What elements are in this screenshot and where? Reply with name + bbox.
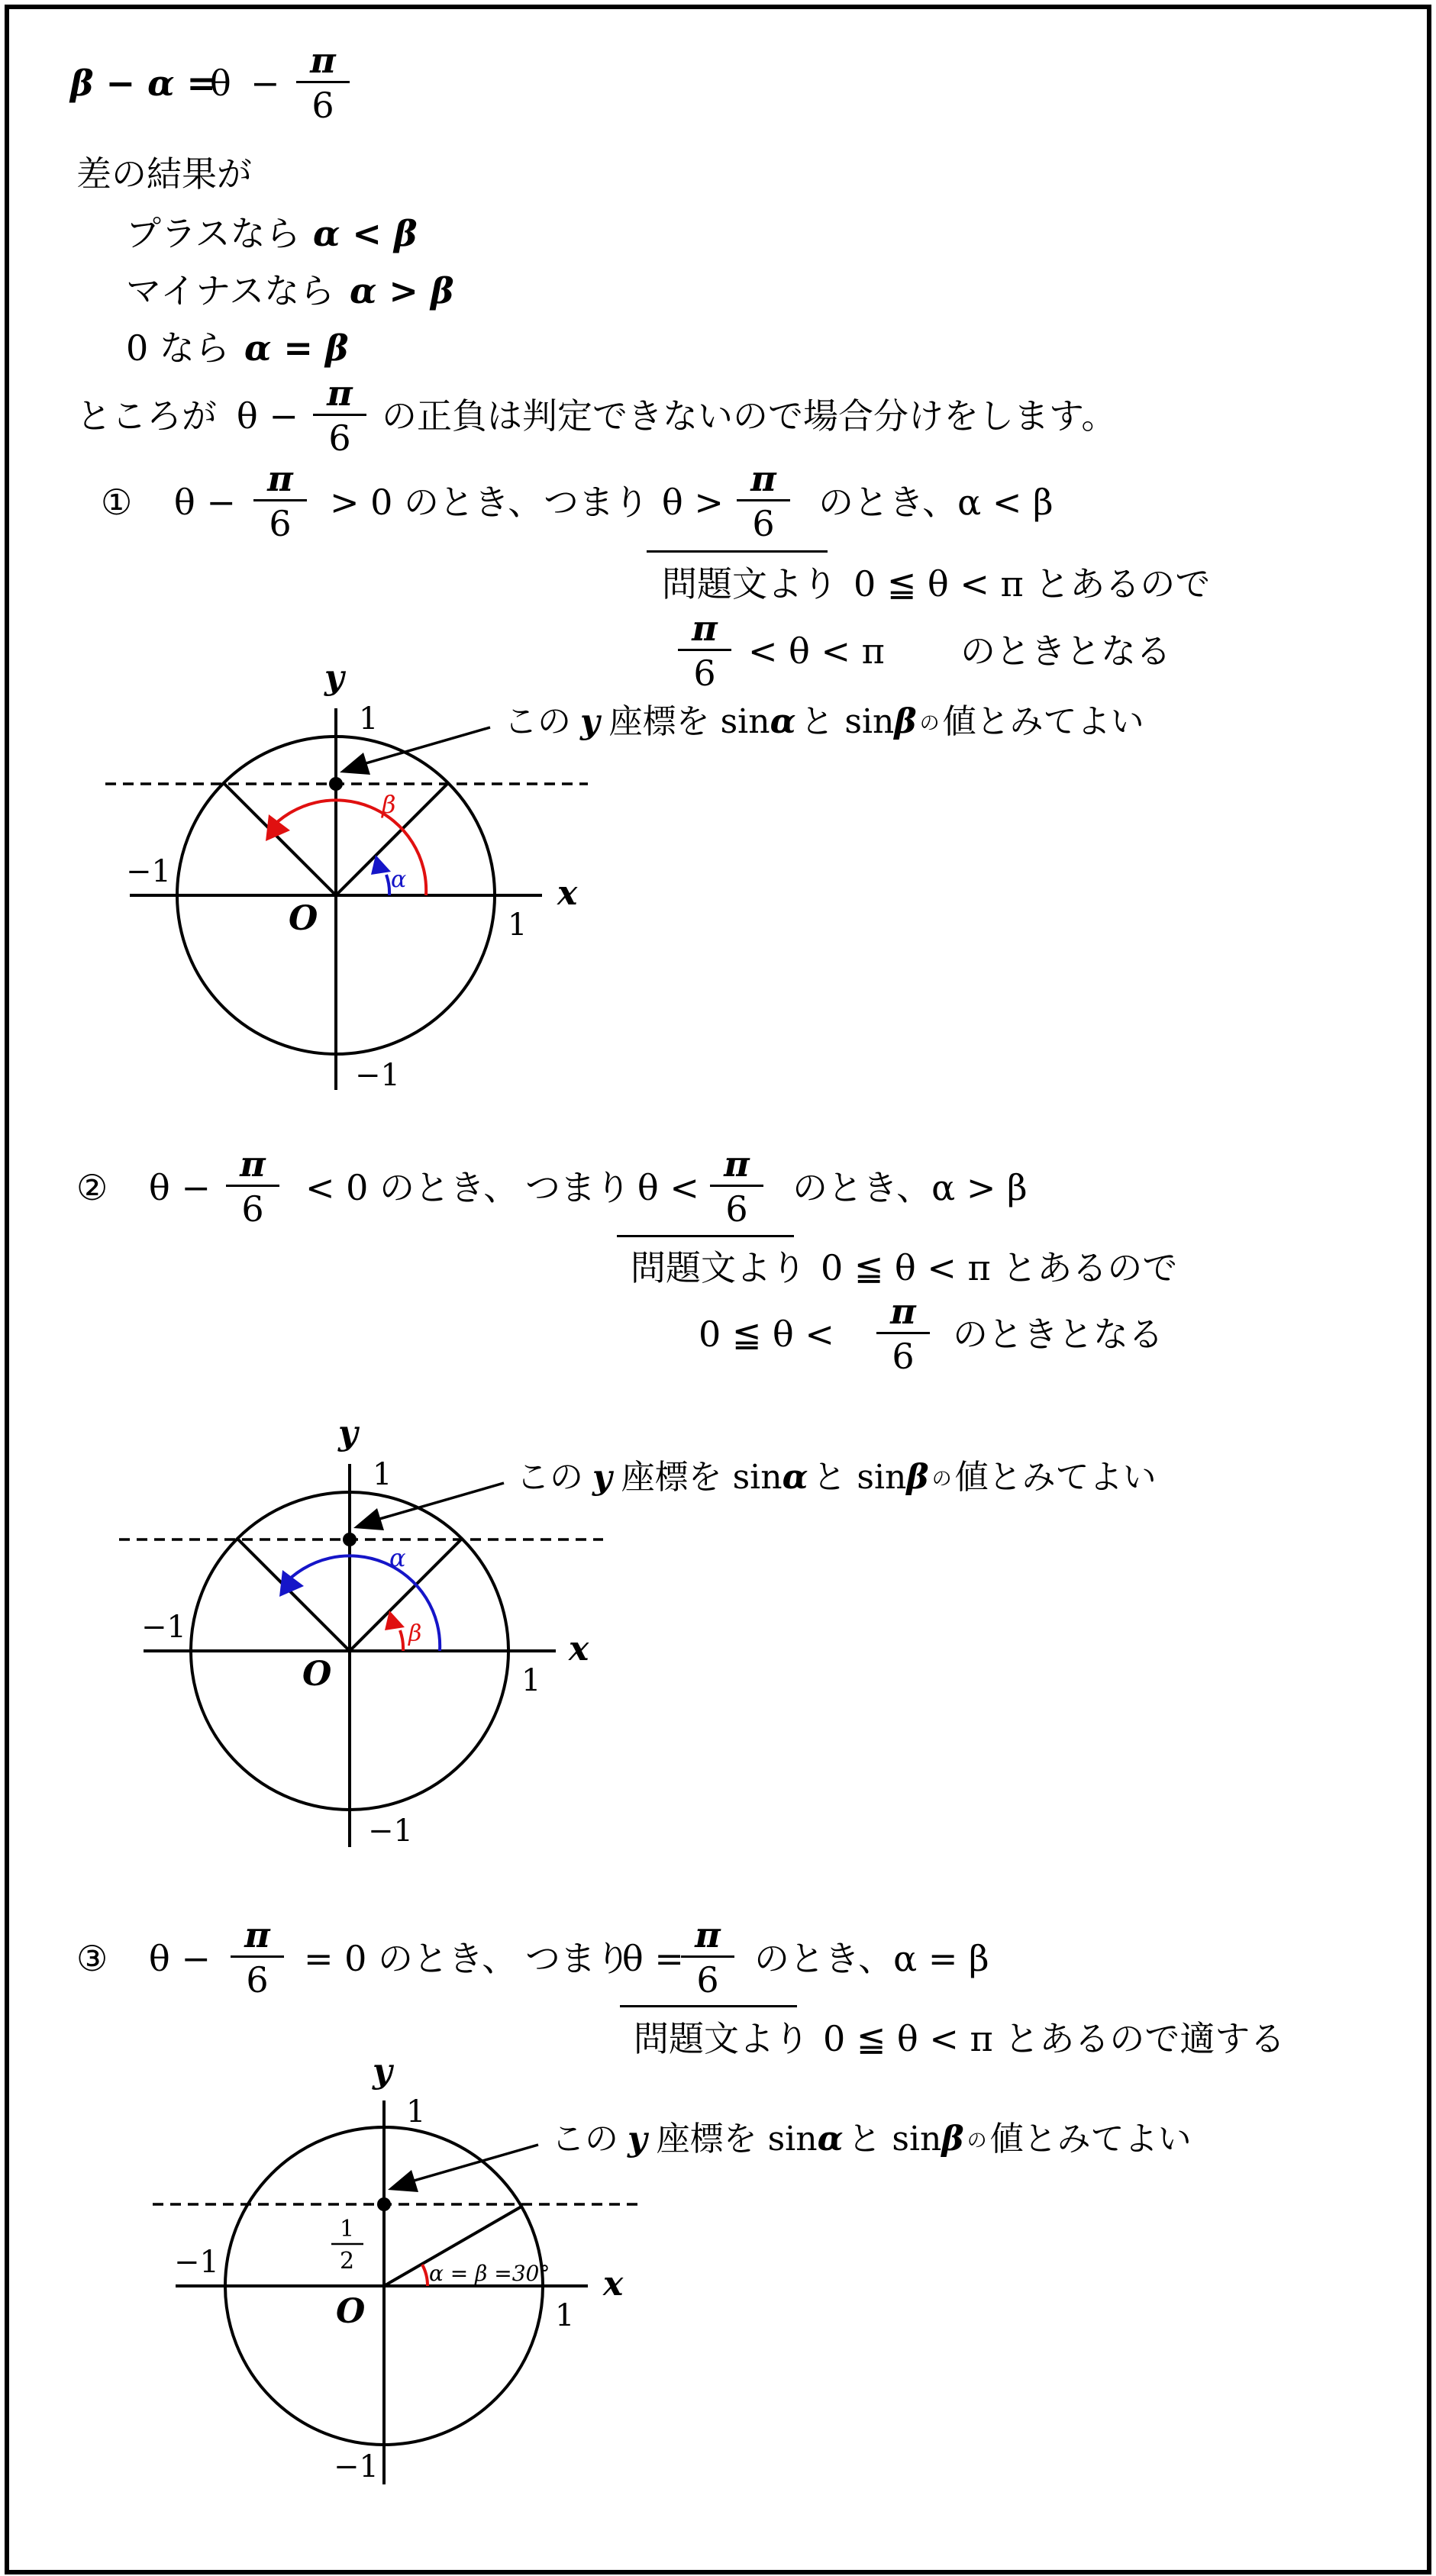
- y-neg-one-label: −1: [368, 1814, 413, 1849]
- alpha-arc: [386, 875, 389, 895]
- x-one-label: 1: [521, 1663, 541, 1698]
- case1-tsumari: つまり: [544, 482, 649, 523]
- y-axis-label: y: [373, 2052, 392, 2091]
- case1-mondai: 問題文より: [662, 563, 837, 605]
- x-neg-one-label: −1: [141, 1610, 186, 1645]
- case2-cond: < 0 のとき、: [305, 1167, 519, 1208]
- x-one-label: 1: [555, 2298, 575, 2333]
- diagram-3: [153, 2052, 1192, 2484]
- case1-theta-rel: θ >: [662, 482, 724, 523]
- callout-arrowhead: [353, 1508, 384, 1530]
- case3-tsumari: つまり: [525, 1938, 631, 1979]
- y-one-label: 1: [359, 701, 379, 737]
- diff-zero-rel: α = β: [244, 327, 349, 369]
- y-axis-label: y: [324, 658, 344, 697]
- radius-beta: [224, 783, 336, 895]
- toko-fraction: $\frac{\pi}{6}$: [313, 376, 366, 456]
- angle-arc: [422, 2265, 428, 2286]
- callout-arrowhead: [388, 2170, 418, 2192]
- case1-cond: > 0 のとき、: [330, 482, 544, 523]
- diagram-1: [105, 658, 1144, 1093]
- eq-minus: −: [250, 63, 280, 104]
- callout-text: この y 座標を sinα と sinβ の値とみてよい: [504, 702, 1144, 741]
- diff-heading: 差の結果が: [76, 153, 252, 195]
- case3-range: 0 ≦ θ < π とあるので適する: [823, 2018, 1286, 2059]
- diff-minus: マイナスなら: [126, 270, 335, 311]
- case2-theta-rel: θ <: [637, 1167, 699, 1208]
- beta-arc: [400, 1630, 403, 1651]
- case3-cond: = 0 のとき、: [304, 1938, 518, 1979]
- radius-alpha: [237, 1539, 350, 1651]
- callout-text: この y 座標を sinα と sinβ の値とみてよい: [551, 2120, 1192, 2158]
- case2-mondai: 問題文より: [631, 1247, 806, 1288]
- case3-mondai: 問題文より: [634, 2018, 809, 2059]
- origin-label: O: [289, 899, 318, 938]
- case1-result: のとき、α < β: [818, 482, 1054, 523]
- origin-label: O: [302, 1655, 332, 1694]
- toko-mid: θ −: [237, 395, 298, 437]
- case1-range: 0 ≦ θ < π とあるので: [854, 563, 1211, 605]
- y-neg-one-label: −1: [334, 2449, 379, 2484]
- case2-tsumari: つまり: [525, 1167, 631, 1208]
- case2-fraction: $\frac{\pi}{6}$: [226, 1146, 279, 1227]
- x-neg-one-label: −1: [126, 854, 171, 889]
- case2-expr: θ −: [149, 1167, 211, 1208]
- callout-arrowhead: [340, 753, 370, 775]
- case3-theta-rel: θ =: [622, 1938, 684, 1979]
- intersection-point: [329, 777, 343, 791]
- y-one-label: 1: [373, 1457, 392, 1492]
- case2-frac3: $\frac{\pi}{6}$: [876, 1294, 930, 1374]
- case2-result: のとき、α > β: [792, 1167, 1028, 1208]
- eq-fraction: $\frac{\pi}{6}$: [296, 43, 350, 123]
- alpha-label: α: [391, 866, 407, 893]
- case2-mark: ②: [76, 1167, 108, 1208]
- x-one-label: 1: [508, 908, 528, 943]
- x-axis-label: x: [569, 1630, 589, 1668]
- y-axis-label: y: [338, 1414, 358, 1452]
- case3-mark: ③: [76, 1938, 108, 1979]
- half-numerator: 1: [340, 2216, 355, 2242]
- case2-range: 0 ≦ θ < π とあるので: [821, 1247, 1178, 1288]
- toko-pre: ところが: [76, 395, 217, 437]
- case3-frac2: $\frac{\pi}{6}$: [681, 1917, 734, 1997]
- case1-frac2: $\frac{\pi}{6}$: [737, 461, 790, 541]
- beta-label: β: [408, 1620, 422, 1647]
- case1-lt: < θ < π: [748, 630, 885, 672]
- case2-final: のときとなる: [953, 1314, 1163, 1355]
- alpha-label: α: [389, 1543, 406, 1572]
- origin-label: O: [336, 2292, 366, 2331]
- case3-result: のとき、α = β: [754, 1938, 989, 1979]
- diff-plus: プラスなら: [126, 213, 301, 254]
- x-neg-one-label: −1: [174, 2245, 219, 2280]
- diff-minus-rel: α > β: [350, 270, 454, 311]
- case1-final: のときとなる: [960, 630, 1171, 672]
- case1-fraction: $\frac{\pi}{6}$: [253, 461, 307, 541]
- diff-plus-rel: α < β: [313, 213, 418, 254]
- callout-text: この y 座標を sinα と sinβ の値とみてよい: [516, 1458, 1157, 1497]
- intersection-point: [343, 1533, 357, 1546]
- x-axis-label: x: [557, 874, 578, 913]
- case3-fraction: $\frac{\pi}{6}$: [231, 1917, 284, 1997]
- y-neg-one-label: −1: [355, 1058, 400, 1093]
- case2-frac2: $\frac{\pi}{6}$: [710, 1146, 763, 1227]
- y-one-label: 1: [406, 2094, 426, 2129]
- beta-label: β: [382, 790, 396, 819]
- intersection-point: [377, 2197, 391, 2211]
- case2-pre: 0 ≦ θ <: [699, 1314, 834, 1355]
- toko-post: の正負は判定できないので場合分けをします。: [382, 395, 1117, 437]
- case1-expr: θ −: [174, 482, 236, 523]
- case1-frac3: $\frac{\pi}{6}$: [678, 611, 731, 691]
- half-denominator: 2: [340, 2248, 355, 2275]
- eq-lhs: β − α =: [70, 63, 217, 104]
- diagram-2: [119, 1414, 1157, 1849]
- eq-theta: θ: [210, 63, 231, 104]
- x-axis-label: x: [603, 2265, 624, 2304]
- case1-mark: ①: [101, 482, 133, 523]
- diff-zero: 0 なら: [126, 327, 230, 369]
- alpha-beta-30-label: α = β =30°: [429, 2261, 550, 2286]
- case3-expr: θ −: [149, 1938, 211, 1979]
